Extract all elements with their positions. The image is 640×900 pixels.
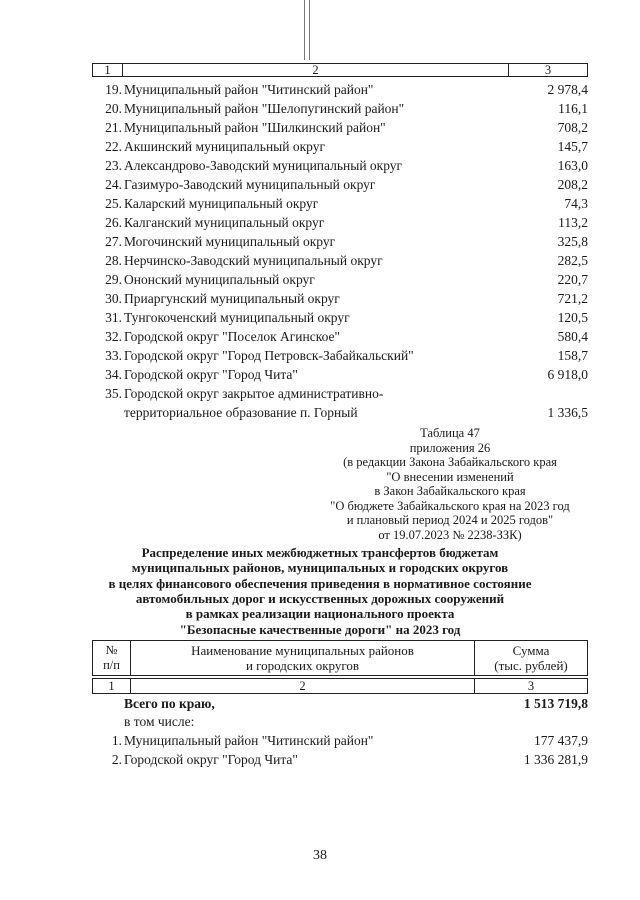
page-number: 38 [313, 848, 327, 863]
row-number: 26. [105, 215, 122, 230]
row-number: 32. [105, 329, 122, 344]
row-value: 116,1 [558, 101, 588, 116]
table-row [100, 175, 588, 194]
header-sum-col [475, 641, 587, 675]
row-number: 19. [105, 82, 122, 97]
top-table-header [92, 63, 588, 77]
row-name: Муниципальный район "Шелопугинский район" [124, 101, 405, 116]
table-row [100, 270, 588, 289]
index-col-2: 2 [131, 679, 475, 693]
table-row [100, 731, 588, 750]
row-name: Городской округ "Город Чита" [124, 752, 298, 767]
row-name: Городской округ "Город Петровск-Забайкальский" [124, 348, 414, 363]
total-value: 1 513 719,8 [523, 696, 588, 711]
row-name: Акшинский муниципальный округ [124, 139, 326, 154]
row-name: Приаргунский муниципальный округ [124, 291, 340, 306]
table-row [100, 137, 588, 156]
row-name: Александрово-Заводский муниципальный округ [124, 158, 403, 173]
caption-line: (в редакции Закона Забайкальского края [343, 455, 557, 469]
table-row [100, 289, 588, 308]
row-number: 24. [105, 177, 122, 192]
row-value: 721,2 [557, 291, 588, 306]
row-value: 120,5 [557, 310, 588, 325]
header-num-col [93, 641, 131, 675]
row-value: 6 918,0 [547, 367, 588, 382]
table-row [100, 327, 588, 346]
caption-line: и плановый период 2024 и 2025 годов" [346, 513, 554, 527]
row-value: 1 336,5 [547, 405, 588, 420]
row-value: 282,5 [557, 253, 588, 268]
table-row [100, 308, 588, 327]
header-name-col [131, 641, 475, 675]
table-row [100, 365, 588, 384]
row-value: 208,2 [557, 177, 588, 192]
row-name: Могочинский муниципальный округ [124, 234, 336, 249]
row-number: 34. [105, 367, 122, 382]
table47-header [92, 640, 588, 676]
caption-line: в Закон Забайкальского края [374, 484, 526, 498]
table-row [100, 194, 588, 213]
row-value: 580,4 [557, 329, 588, 344]
title-line: в целях финансового обеспечения приведения в нормативное состояние [108, 575, 532, 591]
row-number: 21. [105, 120, 122, 135]
header-col-2: 2 [123, 64, 509, 76]
table-row [100, 403, 588, 422]
table-row [100, 156, 588, 175]
row-name: Муниципальный район "Шилкинский район" [124, 120, 386, 135]
row-name: Городской округ "Поселок Агинское" [124, 329, 341, 344]
row-value: 1 336 281,9 [523, 752, 588, 767]
index-col-1: 1 [93, 679, 131, 693]
row-value: 74,3 [564, 196, 588, 211]
table-row [100, 346, 588, 365]
caption-line: "О бюджете Забайкальского края на 2023 год [330, 498, 570, 513]
header-num-line1: № [105, 643, 118, 657]
table-row [100, 384, 588, 403]
table-row [100, 232, 588, 251]
header-col-3: 3 [544, 63, 552, 77]
table-row [100, 99, 588, 118]
total-label: Всего по краю, [124, 696, 215, 711]
table-row [100, 251, 588, 270]
row-name: Городской округ закрытое административно- [124, 386, 384, 401]
row-value: 2 978,4 [547, 82, 588, 97]
row-value: 708,2 [557, 120, 588, 135]
row-number: 22. [105, 139, 122, 154]
table-row [100, 213, 588, 232]
title-line: муниципальных районов, муниципальных и городских округов [131, 560, 509, 576]
header-name-line1: Наименование муниципальных районов [191, 643, 414, 658]
header-col-1: 1 [93, 64, 123, 76]
row-number: 33. [105, 348, 122, 363]
row-number: 30. [105, 291, 122, 306]
row-value: 220,7 [557, 272, 588, 287]
index-col-3: 3 [527, 679, 535, 693]
scan-line [309, 0, 310, 60]
row-name: Городской округ "Город Чита" [124, 367, 298, 382]
row-name: Нерчинско-Заводский муниципальный округ [124, 253, 383, 268]
table-row [100, 80, 588, 99]
caption-line: приложения 26 [409, 440, 491, 455]
row-number: 31. [105, 310, 122, 325]
row-name: Муниципальный район "Читинский район" [124, 82, 374, 97]
title-line: автомобильных дорог и искусственных дорожных сооружений [135, 590, 505, 606]
caption-line: "О внесении изменений [386, 469, 514, 484]
row-name: Газимуро-Заводский муниципальный округ [124, 177, 376, 192]
row-name: Муниципальный район "Читинский район" [124, 733, 374, 748]
row-name: Калганский муниципальный округ [124, 215, 325, 230]
row-number: 2. [111, 752, 122, 767]
row-value: 145,7 [557, 139, 588, 154]
row-value: 177 437,9 [534, 733, 588, 748]
row-value: 113,2 [558, 215, 588, 230]
row-number: 35. [105, 386, 122, 401]
row-number: 23. [105, 158, 122, 173]
caption-line: от 19.07.2023 № 2238-ЗЗК) [378, 527, 522, 542]
header-sum-line1: Сумма [512, 643, 550, 658]
row-value: 163,0 [557, 158, 588, 173]
table-row [100, 750, 588, 769]
row-number: 27. [105, 234, 122, 249]
row-name: Тунгокоченский муниципальный округ [124, 310, 350, 325]
row-name: Каларский муниципальный округ [124, 196, 319, 211]
scan-line [304, 0, 305, 60]
header-name-line2: и городских округов [245, 658, 360, 673]
header-sum-line2: (тыс. рублей) [494, 658, 568, 673]
row-value: 325,8 [557, 234, 588, 249]
caption-line: Таблица 47 [420, 426, 480, 440]
title-line: Распределение иных межбюджетных трансфертов бюджетам [141, 545, 499, 560]
row-number: 1. [111, 733, 122, 748]
title-line: в рамках реализации национального проекта [185, 606, 455, 622]
row-name: Ононский муниципальный округ [124, 272, 315, 287]
title-line: "Безопасные качественные дороги" на 2023 год [179, 621, 461, 637]
row-name-continued: территориальное образование п. Горный [124, 405, 358, 420]
row-number: 28. [105, 253, 122, 268]
table47-index-row [92, 678, 588, 694]
row-number: 20. [105, 101, 122, 116]
header-num-line2: п/п [103, 658, 120, 672]
row-number: 29. [105, 272, 122, 287]
row-number: 25. [105, 196, 122, 211]
row-value: 158,7 [557, 348, 588, 363]
table-row [100, 118, 588, 137]
including-label: в том числе: [124, 714, 195, 729]
